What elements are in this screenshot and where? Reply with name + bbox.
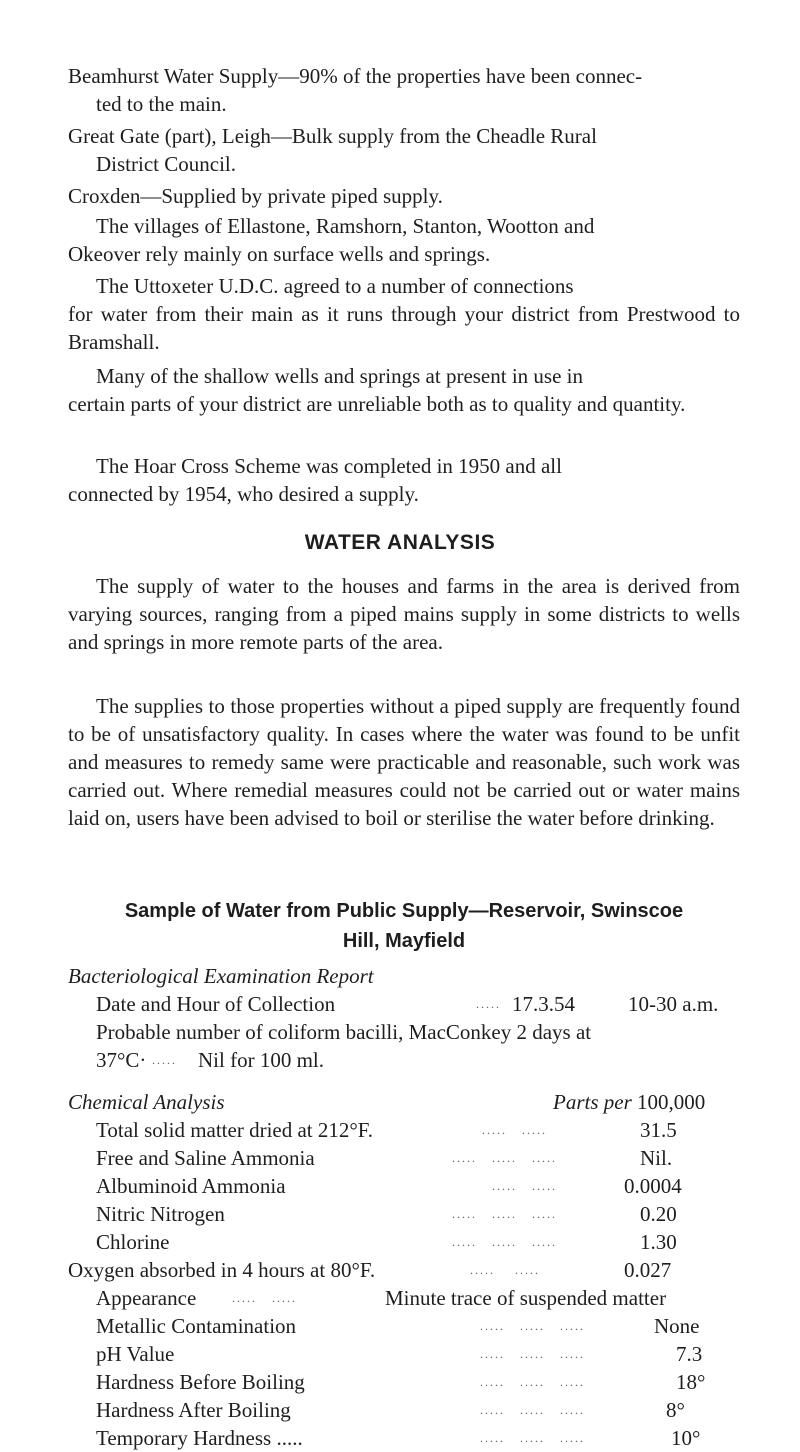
chemical-row-value: 0.20 (640, 1202, 677, 1226)
leader-dots: ..... ..... ..... (452, 1235, 557, 1249)
units-header (553, 1088, 705, 1116)
paragraph-great-gate (68, 122, 740, 178)
leader-dots: ..... ..... ..... (480, 1375, 585, 1389)
paragraph-shallow-wells (68, 362, 740, 418)
para-continuation: District Council. (96, 152, 236, 176)
chemical-row-value: Nil. (640, 1146, 673, 1170)
leader-dots: ..... ..... ..... (480, 1431, 585, 1445)
para-continuation: connected by 1954, who desired a supply. (68, 482, 419, 506)
sample-title-line1: Sample of Water from Public Supply—Reservoir, Swinscoe (124, 900, 684, 922)
chemical-row-label: Free and Saline Ammonia (96, 1146, 315, 1170)
chemical-row-label: Nitric Nitrogen (96, 1202, 225, 1226)
leader-dots: ..... ..... ..... (480, 1347, 585, 1361)
collection-time-value: 10-30 a.m. (628, 992, 719, 1016)
paragraph-uttoxeter (68, 272, 740, 356)
chemical-row-value: 18° (676, 1370, 706, 1394)
coliform-temperature: 37°C· (96, 1048, 147, 1072)
sample-title-line2: Hill, Mayfield (342, 930, 466, 952)
para-first-line: The Uttoxeter U.D.C. agreed to a number of connections (96, 274, 574, 298)
chemical-row-label: Chlorine (96, 1230, 170, 1254)
paragraph-croxden (68, 182, 740, 210)
paragraph-villages (68, 212, 740, 268)
para-first-line: Croxden—Supplied by private piped supply. (68, 184, 443, 208)
leader-dots: ..... ..... (232, 1291, 297, 1305)
chemical-row-label: Hardness After Boiling (96, 1398, 291, 1422)
leader-dots: ..... ..... ..... (452, 1151, 557, 1165)
leader-dots: ..... (476, 997, 501, 1011)
chemical-row-value: 31.5 (640, 1118, 677, 1142)
oxygen-value: 0.027 (624, 1258, 672, 1282)
para-first-line: The Hoar Cross Scheme was completed in 1950 and all (96, 454, 562, 478)
appearance-label: Appearance (96, 1286, 197, 1310)
chemical-row-value: 1.30 (640, 1230, 677, 1254)
bacteriological-heading: Bacteriological Examination Report (68, 964, 374, 988)
chemical-analysis-heading: Chemical Analysis (68, 1090, 225, 1114)
leader-dots: ..... ..... (482, 1123, 547, 1137)
para-first-line: Beamhurst Water Supply—90% of the properties have been connec- (68, 64, 643, 88)
paragraph-unsatisfactory-supplies: The supplies to those properties without a piped supply are frequently found to be of unsatisfactory quality. In cases where the water was found to be unfit and measures to remedy same were practicable and reasonable, such work was carried out. Where remedial measures could not be carried out or water mains laid on, users have been advised to boil or sterilise the water before drinking. (68, 694, 740, 830)
appearance-value: Minute trace of suspended matter (385, 1286, 667, 1310)
chemical-row-label: Metallic Contamination (96, 1314, 297, 1338)
oxygen-label: Oxygen absorbed in 4 hours at 80°F. (68, 1258, 376, 1282)
sample-title (68, 896, 740, 956)
water-analysis-heading: WATER ANALYSIS (304, 531, 496, 554)
chemical-row-label: Hardness Before Boiling (96, 1370, 305, 1394)
chemical-row-label: Temporary Hardness ..... (96, 1426, 303, 1450)
para-first-line: Many of the shallow wells and springs at present in use in (96, 364, 583, 388)
chemical-row-value: 7.3 (676, 1342, 703, 1366)
leader-dots: ..... ..... ..... (480, 1319, 585, 1333)
coliform-line: Probable number of coliform bacilli, MacConkey 2 days at (96, 1020, 592, 1044)
chemical-row-value: 10° (671, 1426, 701, 1450)
leader-dots: ..... ..... ..... (480, 1403, 585, 1417)
chemical-row-label: Albuminoid Ammonia (96, 1174, 286, 1198)
units-italic: Parts per (553, 1090, 632, 1114)
paragraph-hoar-cross (68, 452, 740, 508)
leader-dots: ..... ..... ..... (452, 1207, 557, 1221)
leader-dots: ..... ..... (492, 1179, 557, 1193)
chemical-row-label: Total solid matter dried at 212°F. (96, 1118, 374, 1142)
para-continuation: for water from their main as it runs through your district from Prestwood to Bramshall. (68, 302, 740, 354)
leader-dots: ..... ..... (470, 1263, 540, 1277)
collection-date-value: 17.3.54 (512, 992, 575, 1016)
paragraph-beamhurst (68, 62, 740, 118)
coliform-result: Nil for 100 ml. (198, 1048, 324, 1072)
units-number: 100,000 (637, 1090, 706, 1114)
para-continuation: Okeover rely mainly on surface wells and springs. (68, 242, 491, 266)
paragraph-supply-sources: The supply of water to the houses and farms in the area is derived from varying sources, ranging from a piped mains supply in some districts to wells and springs in more remote parts of the area. (68, 574, 740, 654)
para-first-line: Great Gate (part), Leigh—Bulk supply from the Cheadle Rural (68, 124, 597, 148)
chemical-row-value: 0.0004 (624, 1174, 682, 1198)
leader-dots: ..... (152, 1053, 177, 1067)
chemical-row-value: 8° (666, 1398, 685, 1422)
chemical-row-value: None (654, 1314, 700, 1338)
para-continuation: certain parts of your district are unreliable both as to quality and quantity. (68, 392, 686, 416)
collection-date-label: Date and Hour of Collection (96, 992, 336, 1016)
para-continuation: ted to the main. (96, 92, 227, 116)
chemical-row-label: pH Value (96, 1342, 175, 1366)
para-first-line: The villages of Ellastone, Ramshorn, Stanton, Wootton and (96, 214, 595, 238)
